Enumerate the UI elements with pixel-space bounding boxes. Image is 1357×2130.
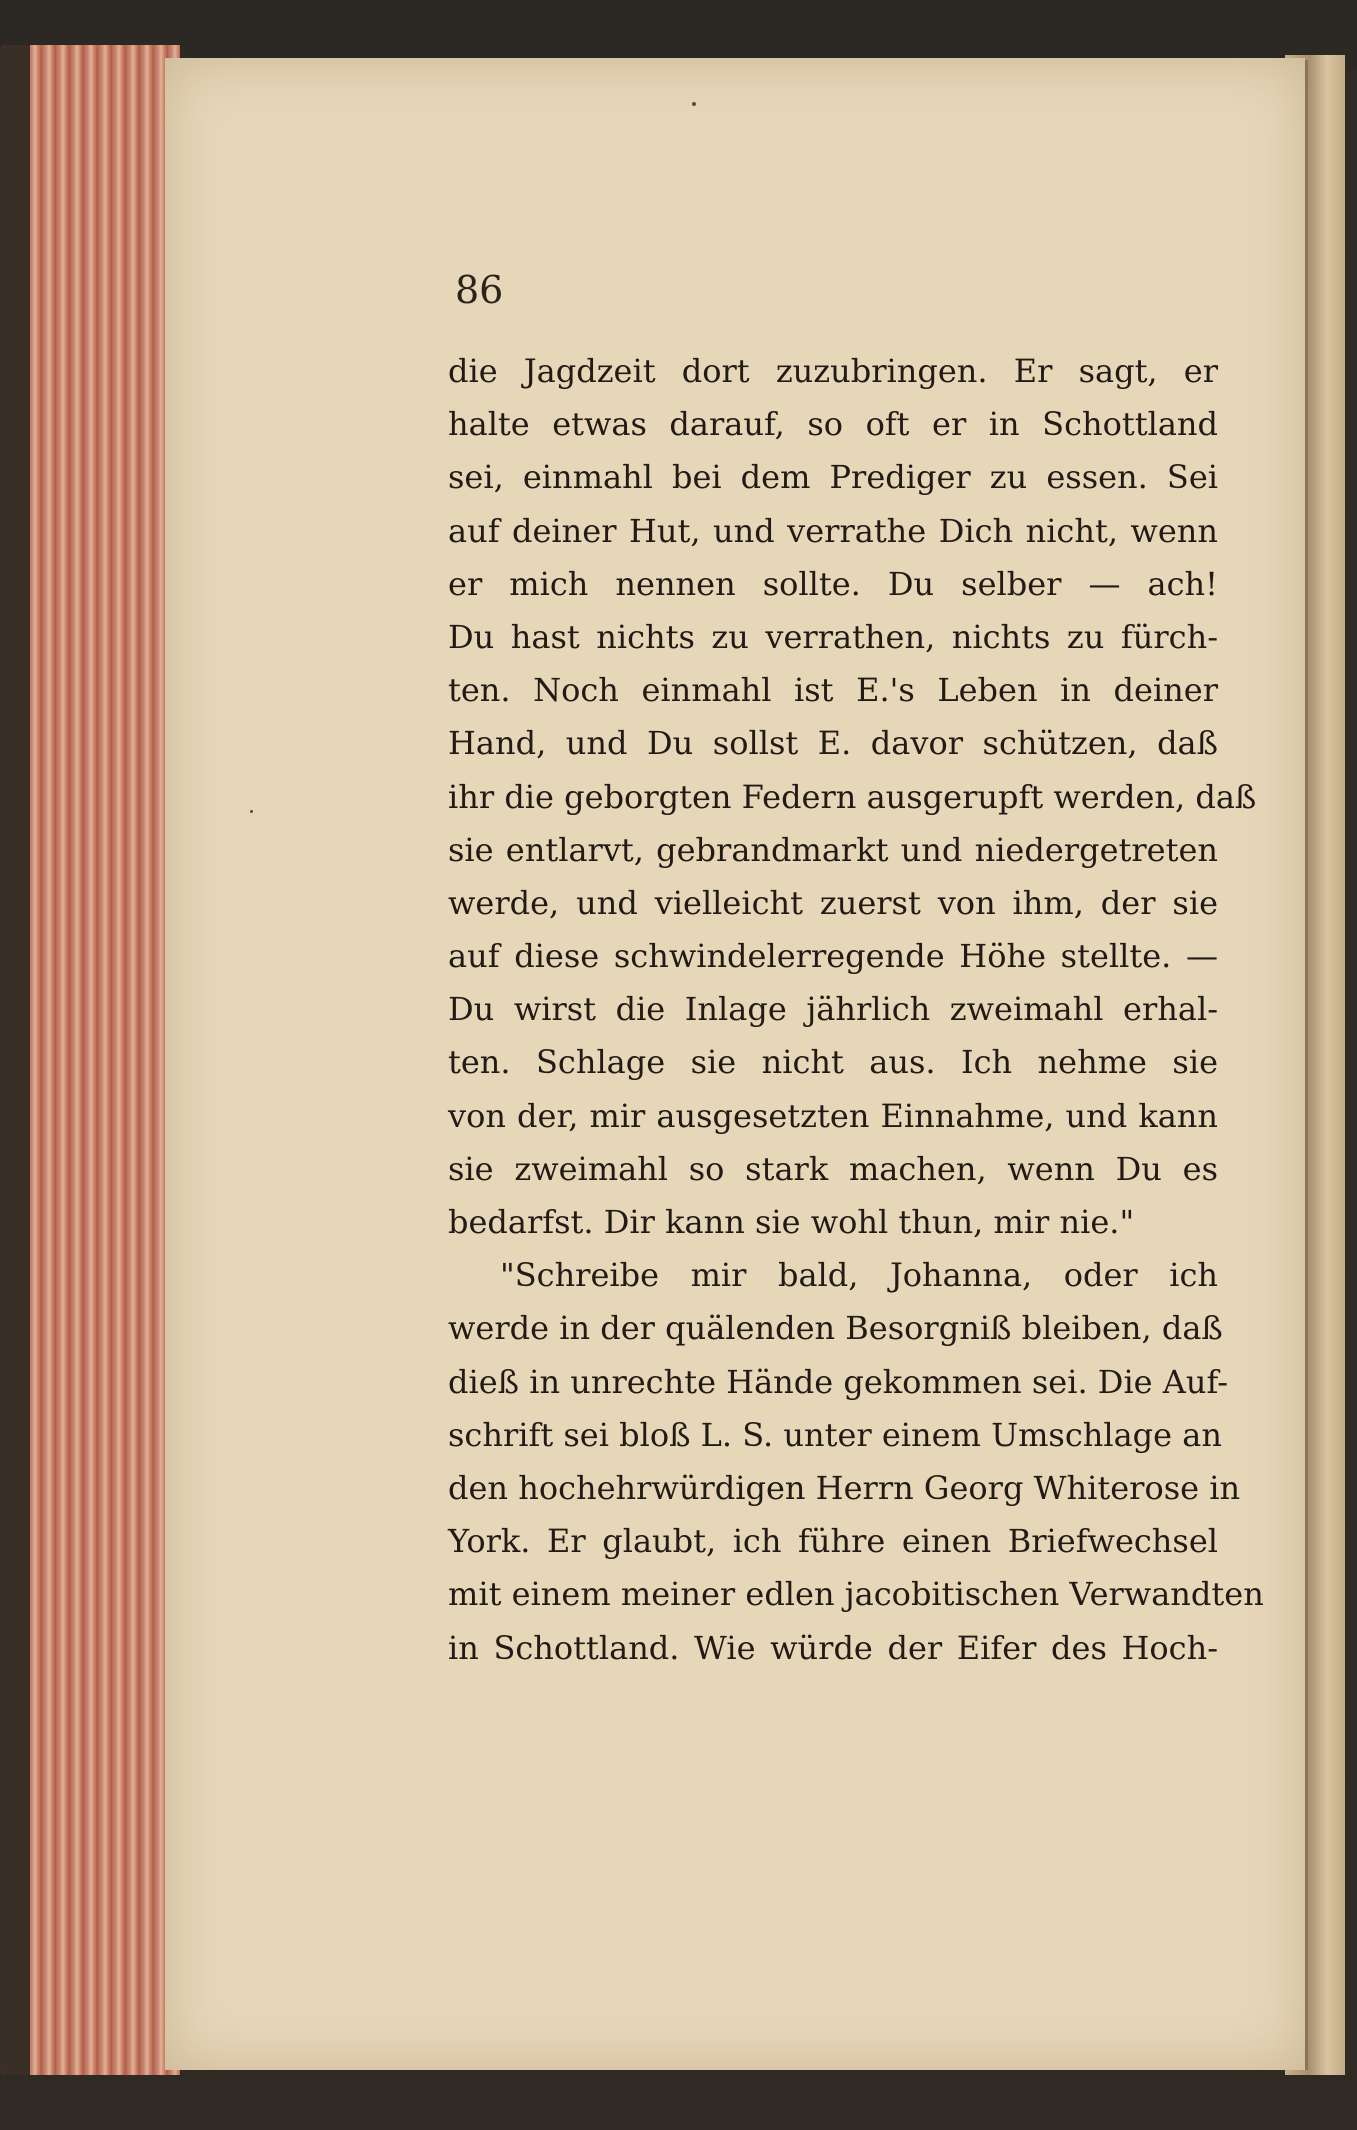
text-line: dieß in unrechte Hände gekommen sei. Die Auf- xyxy=(448,1362,1229,1401)
text-line: mit einem meiner edlen jacobitischen Verwandten xyxy=(448,1575,1264,1614)
text-line: werde, und vielleicht zuerst von ihm, der sie xyxy=(448,883,1218,922)
text-line: sie entlarvt, gebrandmarkt und niedergetreten xyxy=(448,830,1218,869)
text-line: den hochehrwürdigen Herrn Georg Whiterose in xyxy=(448,1468,1241,1507)
text-line: in Schottland. Wie würde der Eifer des Hoch- xyxy=(448,1628,1218,1667)
text-line: schrift sei bloß L. S. unter einem Umschlage an xyxy=(448,1415,1222,1454)
text-line: er mich nennen sollte. Du selber — ach! xyxy=(448,564,1218,603)
text-line: sei, einmahl bei dem Prediger zu essen. Sei xyxy=(448,458,1218,497)
text-line: ten. Noch einmahl ist E.'s Leben in deiner xyxy=(448,671,1218,710)
text-line: ihr die geborgten Federn ausgerupft werden, daß xyxy=(448,777,1257,816)
text-line: sie zweimahl so stark machen, wenn Du es xyxy=(448,1149,1218,1188)
page-number: 86 xyxy=(455,268,504,312)
text-line: auf diese schwindelerregende Höhe stellte. — xyxy=(448,937,1218,976)
text-line: bedarfst. Dir kann sie wohl thun, mir nie." xyxy=(448,1203,1135,1241)
text-line: von der, mir ausgesetzten Einnahme, und kann xyxy=(448,1096,1218,1135)
text-line: Du wirst die Inlage jährlich zweimahl erhal- xyxy=(448,990,1218,1029)
text-line: Du hast nichts zu verrathen, nichts zu fürch- xyxy=(448,617,1218,656)
text-line: halte etwas darauf, so oft er in Schottland xyxy=(448,405,1218,444)
page-text xyxy=(448,345,1264,1675)
book-spine-shadow xyxy=(0,45,30,2075)
text-line: werde in der quälenden Besorgniß bleiben, daß xyxy=(448,1309,1223,1348)
text-line: auf deiner Hut, und verrathe Dich nicht, wenn xyxy=(448,511,1218,550)
text-line: "Schreibe mir bald, Johanna, oder ich xyxy=(500,1256,1218,1295)
text-line: ten. Schlage sie nicht aus. Ich nehme sie xyxy=(448,1043,1218,1082)
text-line: die Jagdzeit dort zuzubringen. Er sagt, er xyxy=(448,352,1218,390)
paper-speck xyxy=(692,102,696,106)
paper-speck xyxy=(250,810,253,813)
text-line: York. Er glaubt, ich führe einen Briefwechsel xyxy=(448,1522,1218,1561)
text-line: Hand, und Du sollst E. davor schützen, daß xyxy=(448,724,1218,763)
